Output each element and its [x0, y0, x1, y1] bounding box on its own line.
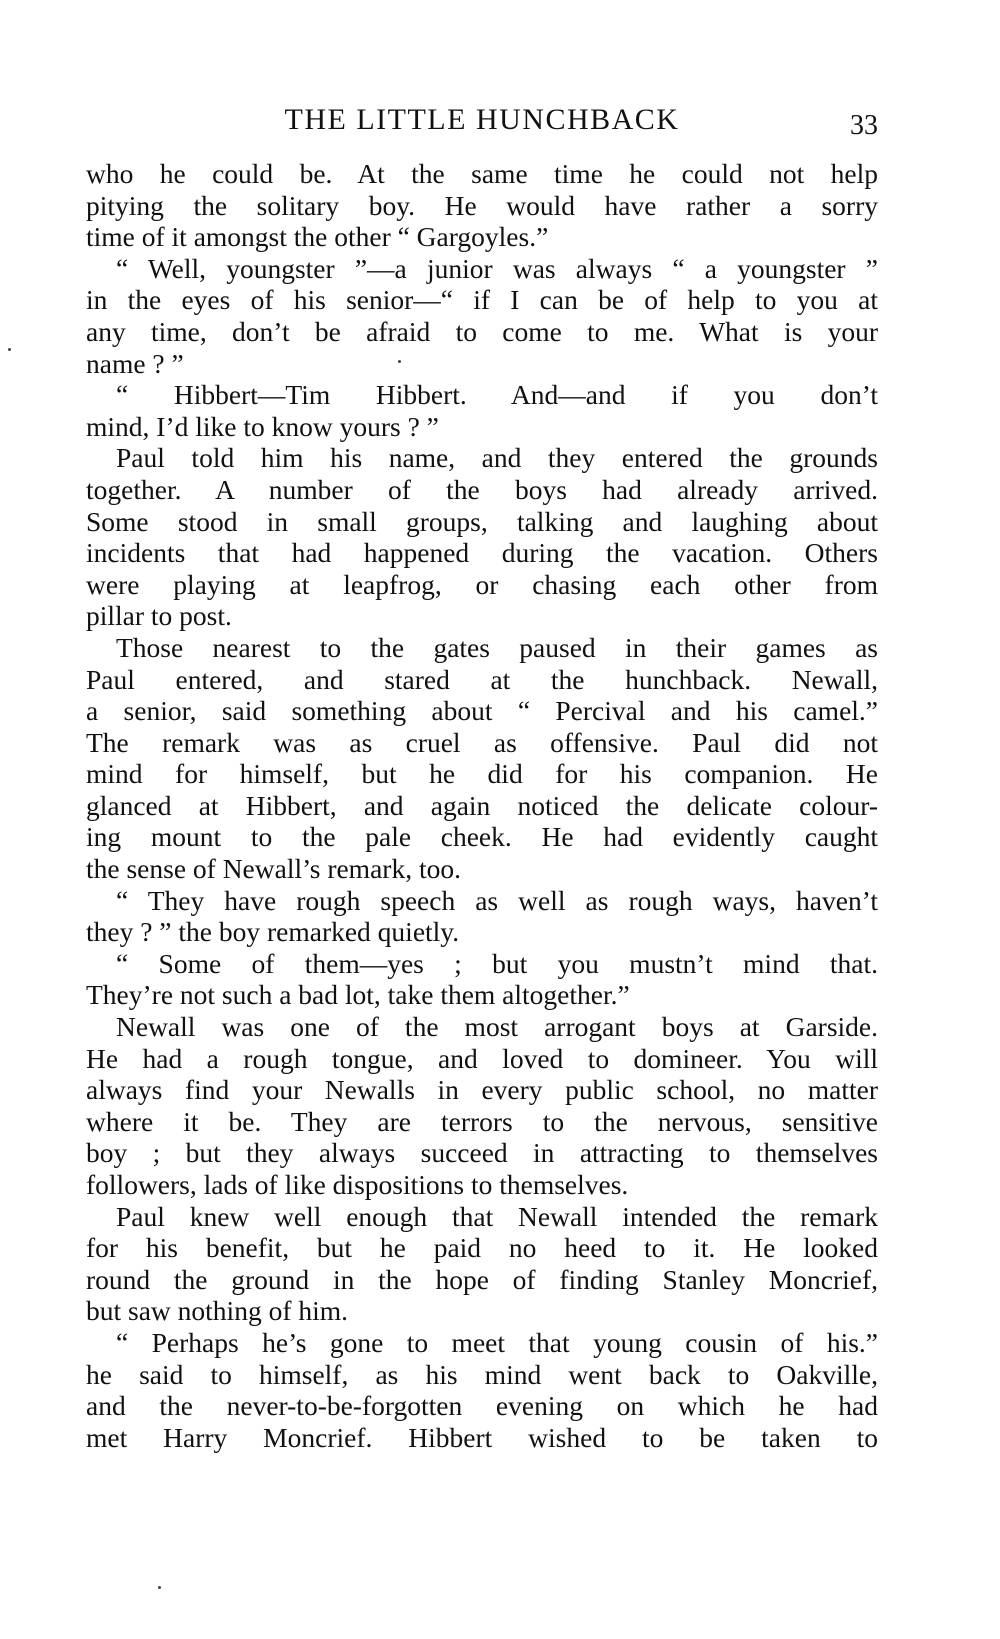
text-line: Newall was one of the most arrogant boys at Garside.	[116, 1011, 878, 1043]
text-line: Those nearest to the gates paused in their games as	[116, 631, 878, 663]
text-line: glanced at Hibbert, and again noticed the delicate colour-	[86, 789, 878, 821]
text-line: He had a rough tongue, and loved to domineer. You will	[86, 1042, 878, 1074]
text-line: and the never-to-be-forgotten evening on which he had	[86, 1390, 878, 1422]
text-line: they ? ” the boy remarked quietly.	[86, 916, 460, 948]
text-line: “ Hibbert—Tim Hibbert. And—and if you don’t	[116, 379, 878, 411]
text-line: he said to himself, as his mind went back to Oakville,	[86, 1358, 878, 1390]
scan-speck	[398, 360, 401, 363]
text-line: Some stood in small groups, talking and laughing about	[86, 505, 878, 537]
text-line: mind for himself, but he did for his companion. He	[86, 758, 878, 790]
text-line: The remark was as cruel as offensive. Paul did not	[86, 726, 878, 758]
text-line: pitying the solitary boy. He would have rather a sorry	[86, 189, 878, 221]
text-line: “ Perhaps he’s gone to meet that young cousin of his.”	[116, 1326, 878, 1358]
text-line: time of it amongst the other “ Gargoyles.”	[86, 221, 549, 253]
text-line: were playing at leapfrog, or chasing each other from	[86, 568, 878, 600]
text-line: “ Well, youngster ”—a junior was always “ a youngster ”	[116, 252, 878, 284]
text-line: but saw nothing of him.	[86, 1295, 349, 1327]
text-line: pillar to post.	[86, 600, 232, 632]
running-head	[86, 100, 878, 140]
text-line: any time, don’t be afraid to come to me. What is your	[86, 315, 878, 347]
text-line: together. A number of the boys had already arrived.	[86, 473, 878, 505]
text-line: the sense of Newall’s remark, too.	[86, 853, 461, 885]
text-line: met Harry Moncrief. Hibbert wished to be taken to	[86, 1421, 878, 1453]
text-line: “ They have rough speech as well as rough ways, haven’t	[116, 884, 878, 916]
text-line: in the eyes of his senior—“ if I can be of help to you at	[86, 284, 878, 316]
scan-speck	[8, 348, 11, 351]
text-line: mind, I’d like to know yours ? ”	[86, 410, 439, 442]
text-line: who he could be. At the same time he could not help	[86, 158, 878, 189]
page-number: 33	[850, 110, 878, 141]
text-line: always find your Newalls in every public school, no matter	[86, 1074, 878, 1106]
text-line: a senior, said something about “ Percival and his camel.”	[86, 695, 878, 727]
text-line: Paul told him his name, and they entered the grounds	[116, 442, 878, 474]
text-line: where it be. They are terrors to the nervous, sensitive	[86, 1105, 878, 1137]
text-line: Paul knew well enough that Newall intended the remark	[116, 1200, 878, 1232]
text-line: ing mount to the pale cheek. He had evidently caught	[86, 821, 878, 853]
text-line: boy ; but they always succeed in attracting to themselves	[86, 1137, 878, 1169]
running-title: THE LITTLE HUNCHBACK	[284, 103, 680, 136]
text-line: followers, lads of like dispositions to themselves.	[86, 1169, 629, 1200]
text-line: They’re not such a bad lot, take them altogether.”	[86, 979, 630, 1011]
body-text	[86, 158, 878, 1453]
scan-speck	[158, 1586, 161, 1589]
text-line: round the ground in the hope of finding Stanley Moncrief,	[86, 1263, 878, 1295]
text-line: Paul entered, and stared at the hunchback. Newall,	[86, 663, 878, 695]
text-line: incidents that had happened during the vacation. Others	[86, 537, 878, 569]
text-line: “ Some of them—yes ; but you mustn’t mind that.	[116, 947, 878, 979]
text-line: for his benefit, but he paid no heed to it. He looked	[86, 1232, 878, 1264]
text-line: name ? ”	[86, 347, 184, 379]
